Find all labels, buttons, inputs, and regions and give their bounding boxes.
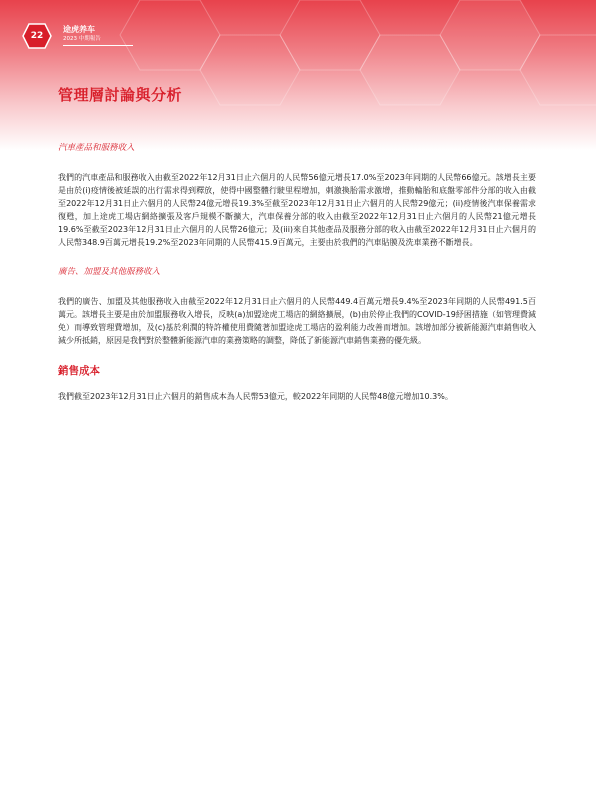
report-name: 2023 中期報告 (63, 36, 101, 42)
section-paragraph-cost-of-sales: 我們截至2023年12月31日止六個月的銷售成本為人民幣53億元，較2022年同期的人民幣48億元增加10.3%。 (58, 392, 453, 401)
page-number: 22 (30, 31, 44, 41)
section-heading-cost-of-sales: 銷售成本 (58, 365, 100, 377)
page-title: 管理層討論與分析 (58, 86, 183, 104)
main-content (58, 142, 536, 420)
banner-pattern (0, 0, 596, 150)
header-divider (63, 45, 133, 46)
section-paragraph-advertising-revenue: 我們的廣告、加盟及其他服務收入由截至2022年12月31日止六個月的人民幣449.4百萬元增長9.4%至2023年同期的人民幣491.5百萬元。該增長主要是由於加盟服務收入增長，反映(a)加盟途虎工場店的網絡擴展，(b)由於停止我們的COVID-19紓困措施（如管理費減免）而導致管理費增加，及(c)基於利潤的特許權使用費隨著加盟途虎工場店的盈利能力改善而增加。該增加部分被新能源汽車銷售收入減少所抵銷，原因是我們對於整體新能源汽車的業務策略的調整，降低了新能源汽車銷售業務的優先級。 (58, 297, 536, 345)
brand-name: 途虎养车 (63, 25, 95, 34)
section-heading-advertising-revenue: 廣告、加盟及其他服務收入 (58, 267, 161, 277)
section-paragraph-automotive-revenue: 我們的汽車產品和服務收入由截至2022年12月31日止六個月的人民幣56億元增長17.0%至2023年同期的人民幣66億元。該增長主要是由於(i)疫情後被延誤的出行需求得到釋放，使得中國整體行駛里程增加，刺激換胎需求激增，推動輪胎和底盤零部件分部的收入由截至2022年12月31日止六個月的人民幣24億元增長19.3%至截至2023年12月31日止六個月的人民幣29億元；(ii)疫情後汽車保養需求復甦，加上途虎工場店網絡擴張及客戶規模不斷擴大，汽車保養分部的收入由截至2022年12月31日止六個月的人民幣21億元增長19.6%至截至2023年12月31日止六個月的人民幣26億元；及(iii)來自其他產品及服務分部的收入由截至2022年12月31日止六個月的人民幣348.9百萬元增長19.2%至2023年同期的人民幣415.9百萬元，主要由於我們的汽車貼膜及洗車業務不斷增長。 (58, 173, 536, 247)
section-heading-automotive-revenue: 汽車產品和服務收入 (58, 143, 135, 153)
header-banner (0, 0, 596, 150)
